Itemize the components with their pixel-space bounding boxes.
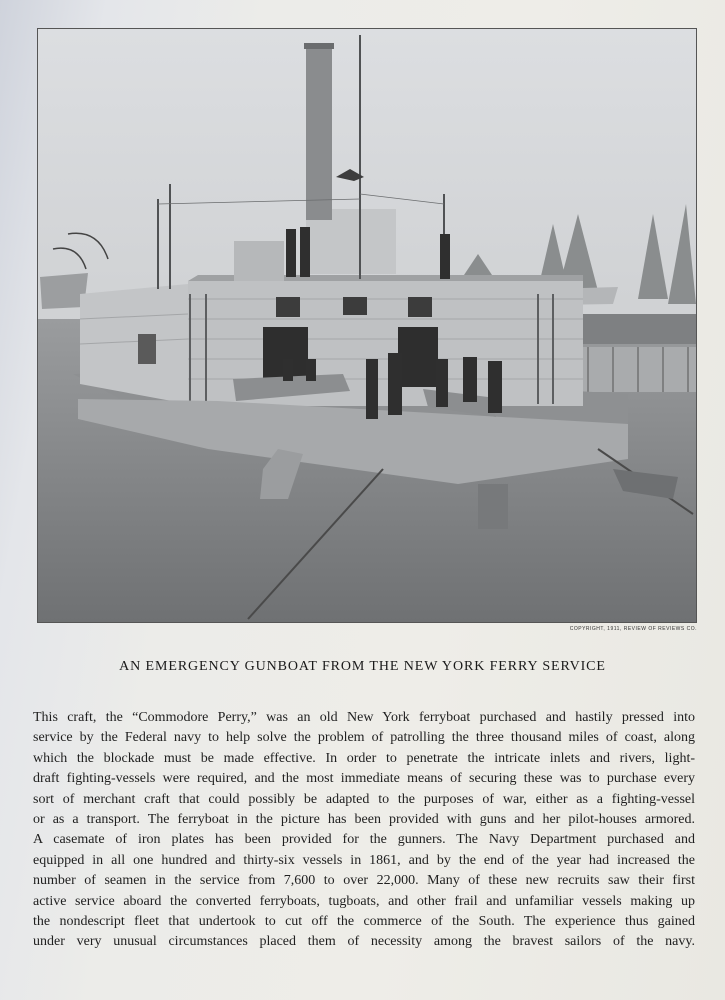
smokestack-top — [304, 43, 334, 49]
caption-line: under very unusual circumstances placed them of necessity among the bravest sailors of the navy. — [33, 934, 695, 950]
upper-cabin — [234, 241, 284, 281]
window — [408, 297, 432, 317]
piling — [478, 484, 508, 529]
caption-paragraph — [33, 708, 695, 953]
window — [343, 297, 367, 315]
smokestack — [306, 45, 332, 220]
photo-illustration — [38, 29, 696, 622]
caption-line: or as a transport. The ferryboat in the picture has been provided with guns and her pilot-houses armored. — [33, 812, 695, 828]
railcars — [583, 314, 696, 344]
caption-line: number of seamen in the service from 7,600 to over 22,000. Many of these new recruits saw their first — [33, 873, 695, 889]
ferryboat-photograph — [37, 28, 697, 623]
caption-line: active service aboard the converted ferryboats, tugboats, and other frail and unfamiliar vessels making up — [33, 893, 695, 909]
caption-line: the nondescript fleet that undertook to cut off the commerce of the South. The experience thus gained — [33, 914, 695, 930]
caption-line: sort of merchant craft that could possibly be adapted to the purposes of war, either as a fighting-vessel — [33, 791, 695, 807]
wharf — [583, 347, 696, 392]
caption-line: This craft, the “Commodore Perry,” was an old New York ferryboat purchased and hastily pressed into — [33, 710, 695, 725]
caption-line: A casemate of iron plates has been provided for the gunners. The Navy Department purchased and — [33, 832, 695, 848]
caption-line: equipped in all one hundred and thirty-six vessels in 1861, and by the end of the year had increased the — [33, 852, 695, 868]
caption-line: which the blockade must be made effective. In order to penetrate the intricate inlets and rivers, light- — [33, 750, 695, 766]
window — [276, 297, 300, 317]
copyright-notice: COPYRIGHT, 1911, REVIEW OF REVIEWS CO. — [569, 626, 697, 632]
doorway — [398, 327, 438, 387]
page-title: AN EMERGENCY GUNBOAT FROM THE NEW YORK FERRY SERVICE — [119, 659, 606, 674]
caption-line: draft fighting-vessels were required, and the most immediate means of securing these was to purchase every — [33, 771, 695, 787]
caption-line: service by the Federal navy to help solve the problem of patrolling the three thousand miles of coast, along — [33, 730, 695, 746]
deckhouse-left — [80, 284, 188, 404]
window — [138, 334, 156, 364]
